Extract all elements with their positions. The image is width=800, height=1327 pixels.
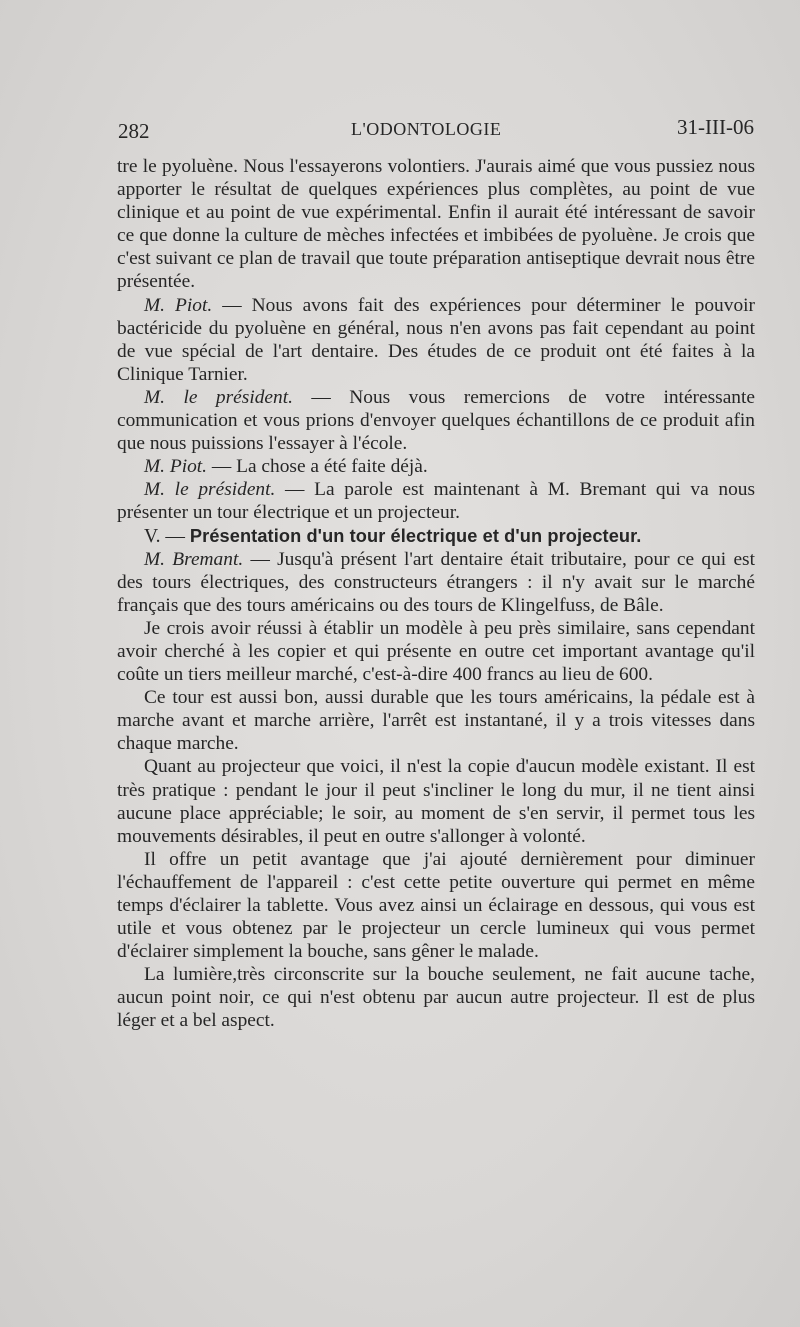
section-title: Présentation d'un tour électrique et d'un projecteur. [189, 525, 642, 546]
speaker-name: M. Piot. [144, 294, 213, 316]
speaker-name: M. Piot. [144, 456, 208, 478]
speaker-name: M. le président. [144, 479, 276, 501]
speech-text: — La parole est maintenant à M. Bremant qui va nous présenter un tour électrique et un projecteur. [117, 479, 756, 524]
speech-text: — La chose a été faite déjà. [207, 456, 428, 478]
page-number: 282 [118, 119, 150, 143]
running-header [118, 113, 754, 143]
journal-title: L'ODONTOLOGIE [351, 119, 502, 139]
issue-date: 31-III-06 [677, 115, 754, 139]
paragraph-president-2 [117, 478, 755, 524]
paragraph-president-1 [117, 386, 755, 455]
paragraph: tre le pyoluène. Nous l'essayerons volontiers. J'aurais aimé que vous pussiez nous apporter le résultat de quelques expériences plus complètes, au point de vue clinique et au point de vue expérimental. Enfin il aurait été intéressant de savoir ce que donne la culture de mèches infectées et imbibées de pyoluène. Je crois que c'est suivant ce plan de travail que toute préparation antiseptique devrait nous être présentée. [117, 156, 755, 293]
paragraph: Ce tour est aussi bon, aussi durable que les tours américains, la pédale est à marche avant et marche arrière, l'arrêt est instantané, il y a trois vitesses dans chaque marche. [117, 687, 755, 755]
speech-text: — Nous avons fait des expériences pour déterminer le pouvoir bactéricide du pyoluène en général, nous n'en avons pas fait cependant au point de vue spécial de l'art dentaire. Des études de ce produit ont été faites à la Clinique Tarnier. [117, 294, 755, 385]
paragraph-piot-2 [117, 455, 755, 478]
paragraph: Quant au projecteur que voici, il n'est la copie d'aucun modèle existant. Il est très pratique : pendant le jour il peut s'incliner le long du mur, il ne tient ainsi aucune place appréciable; le soir, au moment de s'en servir, il permet tous les mouvements désirables, il peut en outre s'allonger à volonté. [117, 756, 755, 847]
speaker-name: M. le président. [144, 386, 293, 408]
speaker-name: M. Bremant. [144, 548, 244, 570]
speech-text: — Jusqu'à présent l'art dentaire était tributaire, pour ce qui est des tours électriques, des constructeurs étrangers : il n'y avait sur le marché français que des tours américains ou des tours de Klingelfuss, de Bâle. [117, 548, 755, 616]
paragraph: La lumière,très circonscrite sur la bouche seulement, ne fait aucune tache, aucun point noir, ce qui n'est obtenu par aucun autre projecteur. Il est de plus léger et a bel aspect. [117, 964, 755, 1032]
section-number: V. — [144, 525, 190, 547]
article-body [117, 155, 755, 1033]
paragraph: Je crois avoir réussi à établir un modèle à peu près similaire, sans cependant avoir cherché à les copier et qui présente en outre cet important avantage qu'il coûte un tiers meilleur marché, c'est-à-dire 400 francs au lieu de 600. [117, 617, 755, 686]
paragraph: Il offre un petit avantage que j'ai ajouté dernièrement pour diminuer l'échauffement de l'appareil : c'est cette petite ouverture qui permet en même temps d'éclairer la tablette. Vous avez ainsi un éclairage en dessous, qui vous est utile et vous obtenez par le projecteur un cercle lumineux qui vous permet d'éclairer simplement la bouche, sans gêner le malade. [117, 848, 755, 963]
paragraph-piot-1 [117, 294, 755, 386]
section-heading [117, 525, 755, 548]
speech-text: — Nous vous remercions de votre intéressante communication et vous prions d'envoyer quelques échantillons de ce produit afin que nous puissions l'essayer à l'école. [117, 386, 755, 455]
paragraph-bremant [117, 548, 755, 617]
